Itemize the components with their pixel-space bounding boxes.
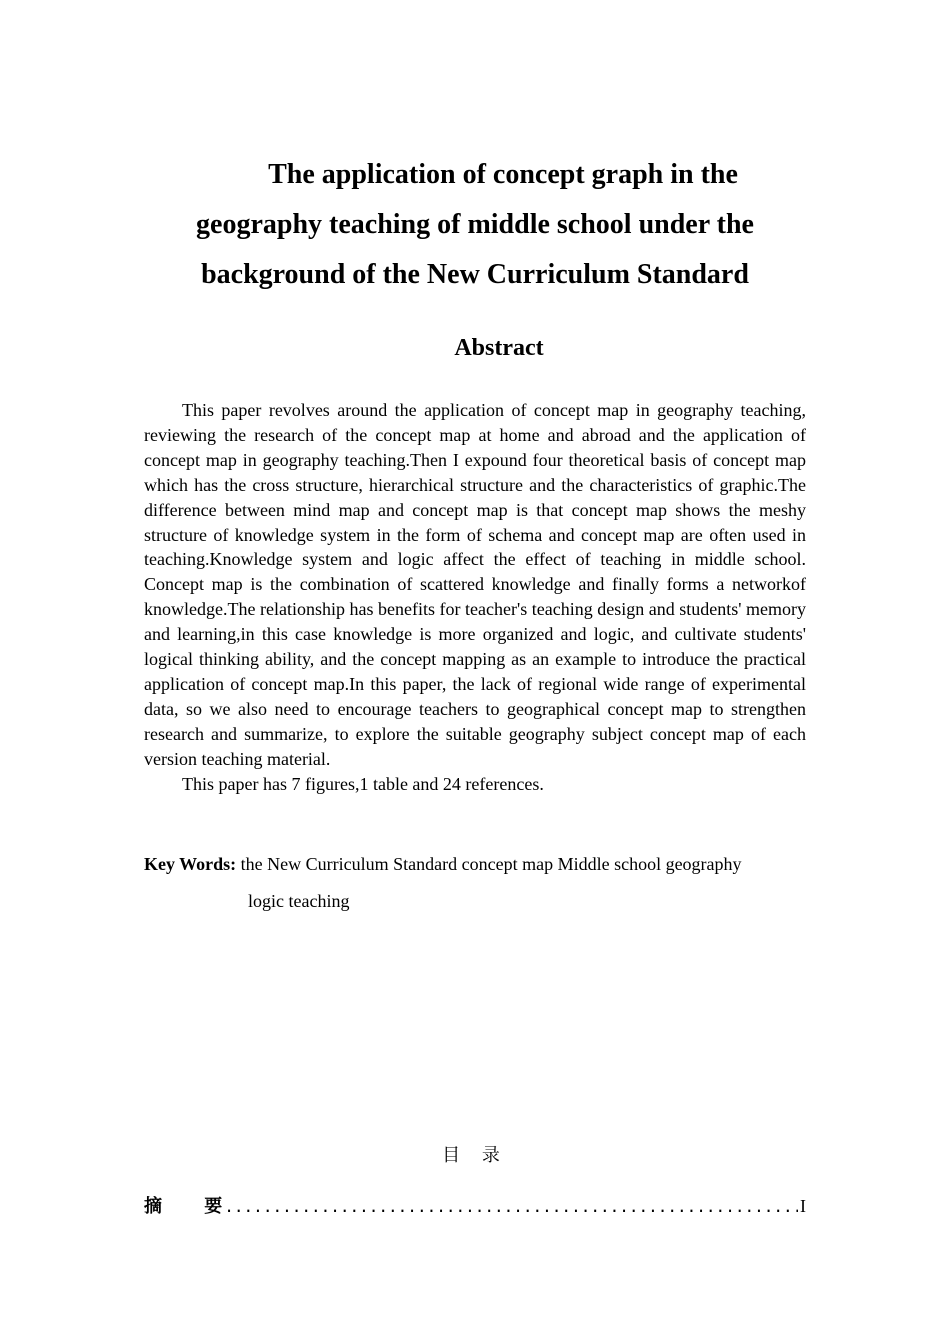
keywords-label: Key Words:: [144, 854, 237, 874]
abstract-paragraph: This paper revolves around the application of concept map in geography teaching, reviewing the research of the concept map at home and abroad and the application of concept map in geography teaching.Then I expound four theoretical basis of concept map which has the cross structure, hierarchical structure and the characteristics of graphic.The difference between mind map and concept map is that concept map shows the meshy structure of knowledge system in the form of schema and concept map are often used in teaching.Knowledge system and logic affect the effect of teaching in middle school. Concept map is the combination of scattered knowledge and finally forms a networkof knowledge.The relationship has benefits for teacher's teaching design and students' memory and learning,in this case knowledge is more organized and logic, and cultivate students' logical thinking ability, and the concept mapping as an example to introduce the practical application of concept map.In this paper, the lack of regional wide range of experimental data, so we also need to encourage teachers to geographical concept map to strengthen research and summarize, to explore the suitable geography subject concept map of each version teaching material.: [144, 400, 806, 769]
abstract-heading: Abstract: [454, 335, 544, 361]
toc-leader-dots: [224, 1194, 798, 1220]
title-line-3: background of the New Curriculum Standard: [201, 259, 749, 290]
keywords-list-line-1: the New Curriculum Standard concept map Middle school geography: [236, 854, 742, 874]
keywords: [144, 846, 806, 920]
abstract-body: [144, 398, 806, 797]
title-line-2: geography teaching of middle school under the: [196, 209, 754, 240]
toc-entry-label: 摘 要: [144, 1196, 241, 1217]
paper-title: [144, 150, 806, 300]
keywords-list-line-2: logic teaching: [248, 891, 350, 911]
abstract-paragraph-summary: This paper has 7 figures,1 table and 24 references.: [182, 773, 544, 794]
title-line-1: The application of concept graph in the: [268, 159, 738, 190]
toc-entry-page: I: [800, 1196, 806, 1216]
toc-entry[interactable]: [144, 1193, 806, 1219]
toc-heading: 目 录: [442, 1145, 508, 1166]
